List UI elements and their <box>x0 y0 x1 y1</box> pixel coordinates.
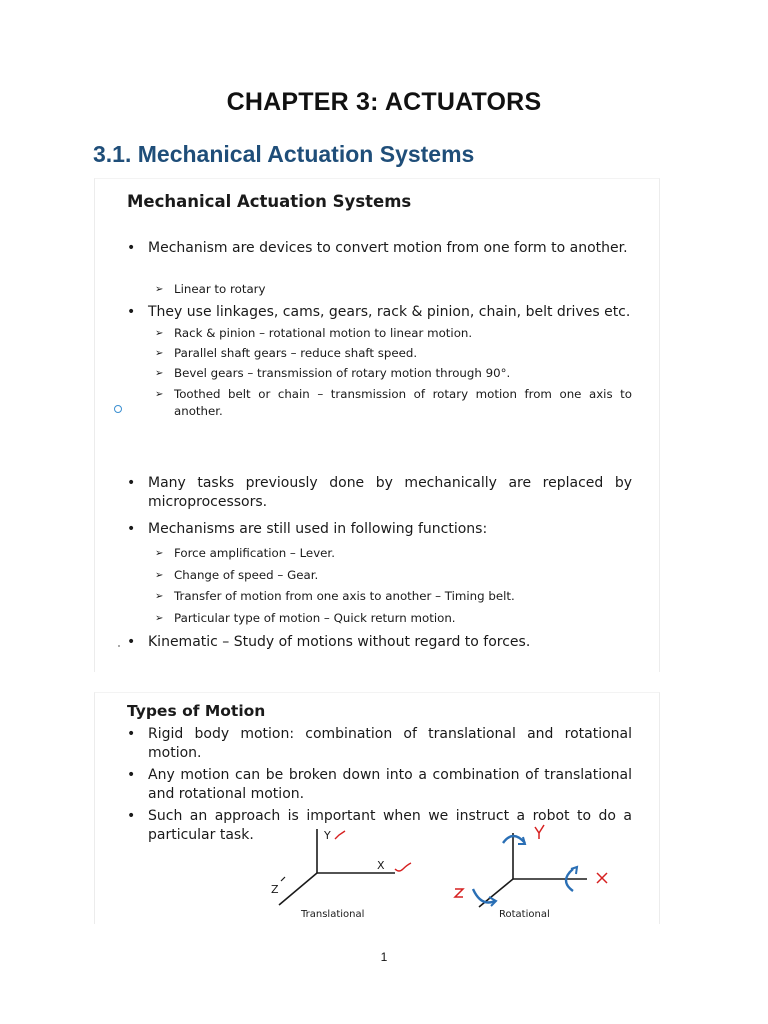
sub-item: ➢ Force amplification – Lever. <box>155 546 335 560</box>
section-heading: 3.1. Mechanical Actuation Systems <box>93 141 475 167</box>
motion-diagram <box>95 693 661 925</box>
arrow-bullet-icon: ➢ <box>155 570 164 581</box>
bullet-item: • Such an approach is important when we instruct a robot to do a particular task. <box>127 808 632 843</box>
rotation-arrow-icon <box>566 869 573 891</box>
translational-caption: Translational <box>301 909 365 920</box>
bullet-dot-icon: • <box>127 475 136 491</box>
slide-types-of-motion <box>94 692 660 924</box>
red-annotation-mark <box>335 831 345 839</box>
arrow-bullet-icon: ➢ <box>155 613 164 624</box>
rotational-caption: Rotational <box>499 909 550 920</box>
stray-dot-mark <box>118 645 120 647</box>
bullet-dot-icon: • <box>127 521 136 537</box>
arrow-bullet-icon: ➢ <box>155 591 164 602</box>
x-axis-label: X <box>377 859 385 872</box>
slide-mechanical-actuation <box>94 178 660 672</box>
bullet-dot-icon: • <box>127 634 136 650</box>
rotation-arrow-icon <box>503 836 525 843</box>
bullet-item: • Mechanism are devices to convert motion from one form to another. <box>127 240 628 256</box>
chapter-title: CHAPTER 3: ACTUATORS <box>226 88 542 116</box>
bullet-item: • Any motion can be broken down into a combination of translational and rotational motion. <box>127 767 632 802</box>
red-annotation-mark <box>395 863 411 871</box>
sub-item: ➢ Toothed belt or chain – transmission of rotary motion from one axis to another. <box>155 387 632 418</box>
arrow-bullet-icon: ➢ <box>155 328 164 339</box>
arrow-bullet-icon: ➢ <box>155 284 164 295</box>
bullet-dot-icon: • <box>127 304 136 320</box>
page-number: 1 <box>380 950 388 964</box>
bullet-item: • Rigid body motion: combination of translational and rotational motion. <box>127 726 632 761</box>
bullet-dot-icon: • <box>127 240 136 256</box>
z-prime-mark <box>281 877 285 881</box>
bullet-dot-icon: • <box>127 808 136 824</box>
arrow-bullet-icon: ➢ <box>155 389 164 400</box>
bullet-item: • Many tasks previously done by mechanically are replaced by microprocessors. <box>127 475 632 510</box>
sub-item: ➢ Linear to rotary <box>155 282 266 296</box>
red-z-annotation <box>455 889 463 897</box>
sub-item: ➢ Transfer of motion from one axis to another – Timing belt. <box>155 589 515 603</box>
bullet-item: • Kinematic – Study of motions without regard to forces. <box>127 634 531 650</box>
y-axis-label: Y <box>324 829 331 842</box>
sub-item: ➢ Parallel shaft gears – reduce shaft speed. <box>155 346 418 360</box>
arrow-bullet-icon: ➢ <box>155 348 164 359</box>
sub-item: ➢ Change of speed – Gear. <box>155 568 319 582</box>
stray-circle-mark <box>114 405 122 413</box>
red-x-annotation <box>597 873 607 883</box>
sub-item: ➢ Rack & pinion – rotational motion to linear motion. <box>155 326 473 340</box>
z-axis-label: Z <box>271 883 279 896</box>
bullet-item: • Mechanisms are still used in following functions: <box>127 521 488 537</box>
bullet-item: • They use linkages, cams, gears, rack & pinion, chain, belt drives etc. <box>127 304 631 320</box>
bullet-dot-icon: • <box>127 767 136 783</box>
slide-title: Types of Motion <box>127 702 266 720</box>
sub-item: ➢ Particular type of motion – Quick return motion. <box>155 611 456 625</box>
slide-title: Mechanical Actuation Systems <box>127 192 412 211</box>
sub-item: ➢ Bevel gears – transmission of rotary motion through 90°. <box>155 366 511 380</box>
arrow-bullet-icon: ➢ <box>155 368 164 379</box>
bullet-dot-icon: • <box>127 726 136 742</box>
arrow-bullet-icon: ➢ <box>155 548 164 559</box>
red-y-annotation <box>535 825 544 839</box>
